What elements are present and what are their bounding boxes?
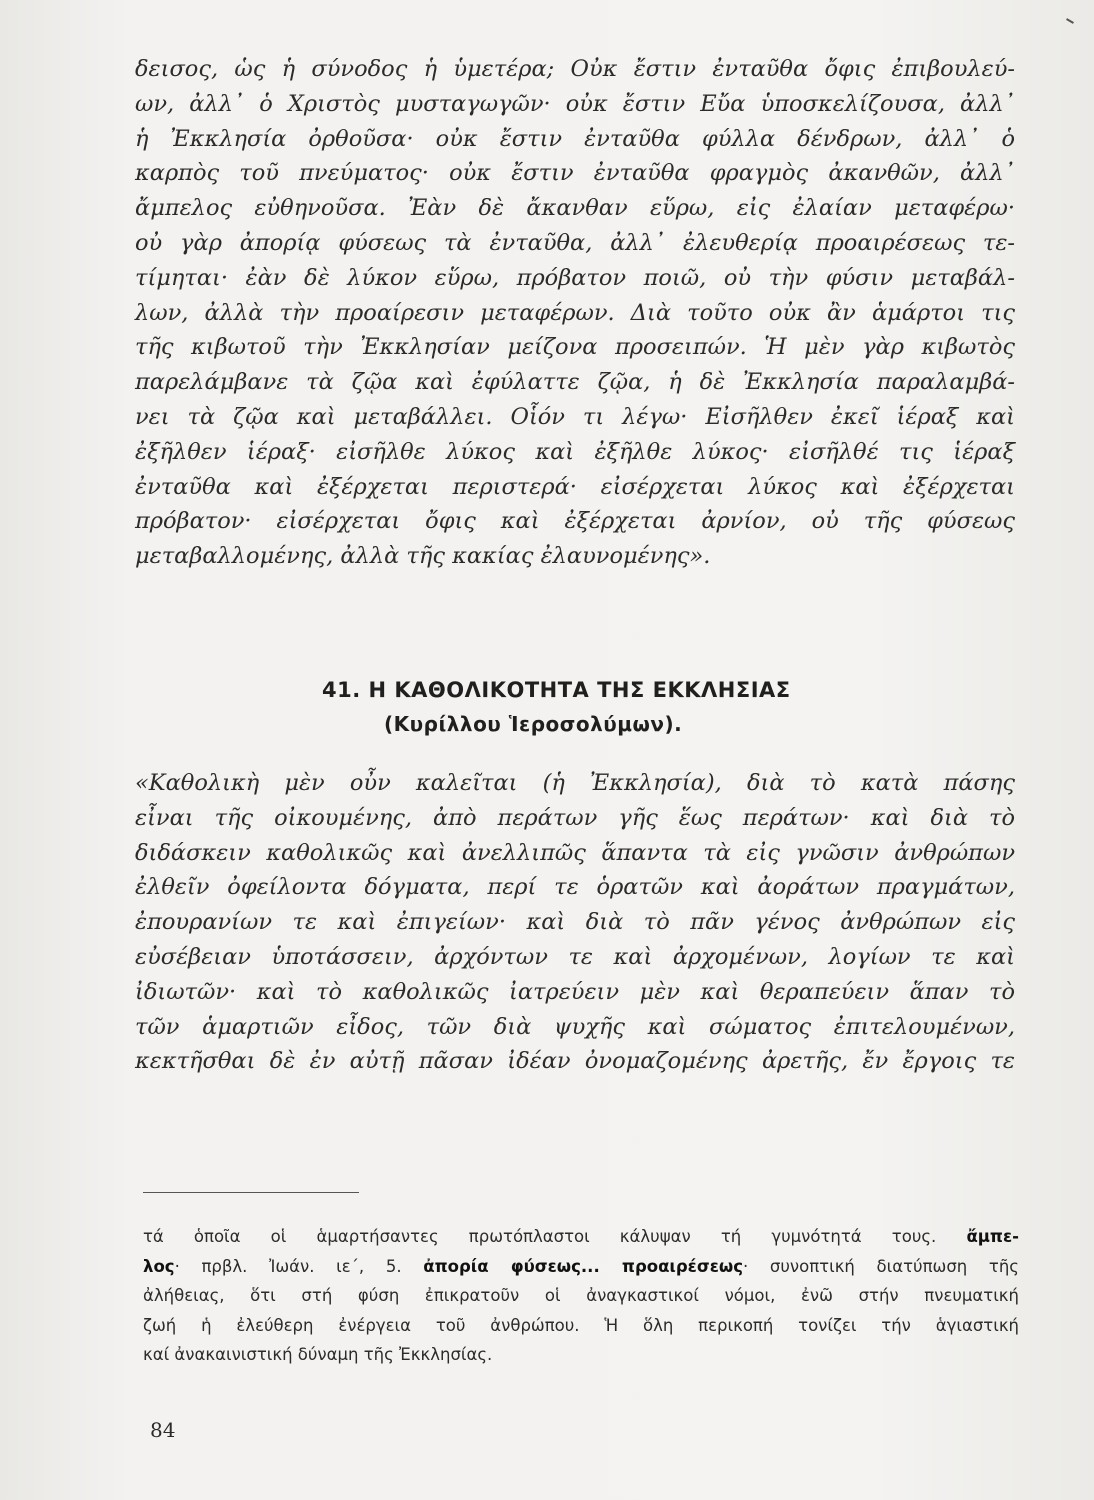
- corner-mark: [1066, 18, 1074, 24]
- footnote-divider: [143, 1192, 359, 1193]
- footnote-line: καί ἀνακαινιστική δύναμη τῆς Ἐκκλησίας.: [143, 1345, 493, 1365]
- footnote-text: τά ὁποῖα οἱ ἁμαρτήσαντες πρωτόπλαστοι κάλυψαν τή γυμνότητά τους.: [143, 1227, 937, 1246]
- footnote-text: · συνοπτική διατύπωση τῆς: [743, 1256, 1019, 1276]
- footnote: [143, 1222, 1019, 1370]
- footnote-line: ἀλήθειας, ὅτι στή φύση ἐπικρατοῦν οἱ ἀναγκαστικοί νόμοι, ἐνῶ στήν πνευματική: [143, 1286, 1019, 1306]
- text-line: κεκτῆσθαι δὲ ἐν αὐτῇ πᾶσαν ἰδέαν ὀνομαζομένης ἀρετῆς, ἔν ἔργοις τε: [135, 1048, 1015, 1075]
- footnote-reference: · πρβλ. Ἰωάν. ιε΄, 5.: [174, 1256, 402, 1276]
- text-line: ἐπουρανίων τε καὶ ἐπιγείων· καὶ διὰ τὸ πᾶν γένος ἀνθρώπων εἰς: [135, 909, 1015, 936]
- text-line: πρόβατον· εἰσέρχεται ὄφις καὶ ἐξέρχεται ἀρνίον, οὐ τῆς φύσεως: [135, 508, 1015, 535]
- main-text-paragraph-1: [135, 52, 1015, 574]
- text-line: ἐξῆλθεν ἱέραξ· εἰσῆλθε λύκος καὶ ἐξῆλθε λύκος· εἰσῆλθέ τις ἱέραξ: [135, 438, 1015, 465]
- footnote-line: ζωή ἡ ἐλεύθερη ἐνέργεια τοῦ ἀνθρώπου. Ἡ ὅλη περικοπή τονίζει τήν ἁγιαστική: [143, 1315, 1019, 1335]
- text-line: εὐσέβειαν ὑποτάσσειν, ἀρχόντων τε καὶ ἀρχομένων, λογίων τε καὶ: [135, 943, 1015, 970]
- text-line: καρπὸς τοῦ πνεύματος· οὐκ ἔστιν ἐνταῦθα φραγμὸς ἀκανθῶν, ἀλλ᾽: [135, 160, 1015, 187]
- text-line: εἶναι τῆς οἰκουμένης, ἀπὸ περάτων γῆς ἕως περάτων· καὶ διὰ τὸ: [135, 804, 1015, 831]
- text-line: ἐλθεῖν ὀφείλοντα δόγματα, περί τε ὁρατῶν καὶ ἀοράτων πραγμάτων,: [135, 874, 1015, 901]
- footnote-term: ἄμπε-: [966, 1227, 1020, 1246]
- main-text-paragraph-2: [135, 766, 1015, 1079]
- section-heading: 41. Η ΚΑΘΟΛΙΚΟΤΗΤΑ ΤΗΣ ΕΚΚΛΗΣΙΑΣ: [322, 678, 791, 702]
- footnote-term: λος: [143, 1256, 175, 1276]
- text-line: ἡ Ἐκκλησία ὀρθοῦσα· οὐκ ἔστιν ἐνταῦθα φύλλα δένδρων, ἀλλ᾽ ὁ: [135, 125, 1015, 152]
- text-line: τῆς κιβωτοῦ τὴν Ἐκκλησίαν μείζονα προσειπών. Ἡ μὲν γὰρ κιβωτὸς: [135, 334, 1015, 361]
- text-line: νει τὰ ζῷα καὶ μεταβάλλει. Οἷόν τι λέγω· Εἰσῆλθεν ἐκεῖ ἱέραξ καὶ: [135, 403, 1015, 430]
- text-line: τίμηται· ἐὰν δὲ λύκον εὕρω, πρόβατον ποιῶ, οὐ τὴν φύσιν μεταβάλ-: [135, 264, 1015, 291]
- footnote-term: ἀπορία φύσεως... προαιρέσεως: [423, 1256, 744, 1276]
- text-line: τῶν ἁμαρτιῶν εἶδος, τῶν διὰ ψυχῆς καὶ σώματος ἐπιτελουμένων,: [135, 1013, 1015, 1040]
- text-line: μεταβαλλομένης, ἀλλὰ τῆς κακίας ἐλαυνομένης».: [135, 543, 711, 570]
- text-line: ἰδιωτῶν· καὶ τὸ καθολικῶς ἰατρεύειν μὲν καὶ θεραπεύειν ἅπαν τὸ: [135, 978, 1015, 1005]
- text-line: παρελάμβανε τὰ ζῷα καὶ ἐφύλαττε ζῷα, ἡ δὲ Ἐκκλησία παραλαμβά-: [135, 369, 1015, 396]
- text-line: δεισος, ὡς ἡ σύνοδος ἡ ὑμετέρα; Οὐκ ἔστιν ἐνταῦθα ὄφις ἐπιβουλεύ-: [135, 56, 1015, 82]
- text-line: ων, ἀλλ᾽ ὁ Χριστὸς μυσταγωγῶν· οὐκ ἔστιν Εὔα ὑποσκελίζουσα, ἀλλ᾽: [135, 90, 1015, 117]
- footnote-line: [143, 1252, 1019, 1282]
- text-line: ἄμπελος εὐθηνοῦσα. Ἐὰν δὲ ἄκανθαν εὕρω, εἰς ἐλαίαν μεταφέρω·: [135, 195, 1015, 222]
- page-number: 84: [150, 1418, 176, 1442]
- text-line: ἐνταῦθα καὶ ἐξέρχεται περιστερά· εἰσέρχεται λύκος καὶ ἐξέρχεται: [135, 473, 1015, 500]
- section-subheading: (Κυρίλλου Ἱεροσολύμων).: [384, 712, 683, 736]
- footnote-line: [143, 1222, 1019, 1252]
- text-line: οὐ γὰρ ἀπορίᾳ φύσεως τὰ ἐνταῦθα, ἀλλ᾽ ἐλευθερίᾳ προαιρέσεως τε-: [135, 229, 1015, 256]
- text-line: λων, ἀλλὰ τὴν προαίρεσιν μεταφέρων. Διὰ τοῦτο οὐκ ἂν ἁμάρτοι τις: [135, 299, 1015, 326]
- text-line: «Καθολικὴ μὲν οὖν καλεῖται (ἡ Ἐκκλησία), διὰ τὸ κατὰ πάσης: [135, 770, 1015, 796]
- text-line: διδάσκειν καθολικῶς καὶ ἀνελλιπῶς ἅπαντα τὰ εἰς γνῶσιν ἀνθρώπων: [135, 839, 1015, 866]
